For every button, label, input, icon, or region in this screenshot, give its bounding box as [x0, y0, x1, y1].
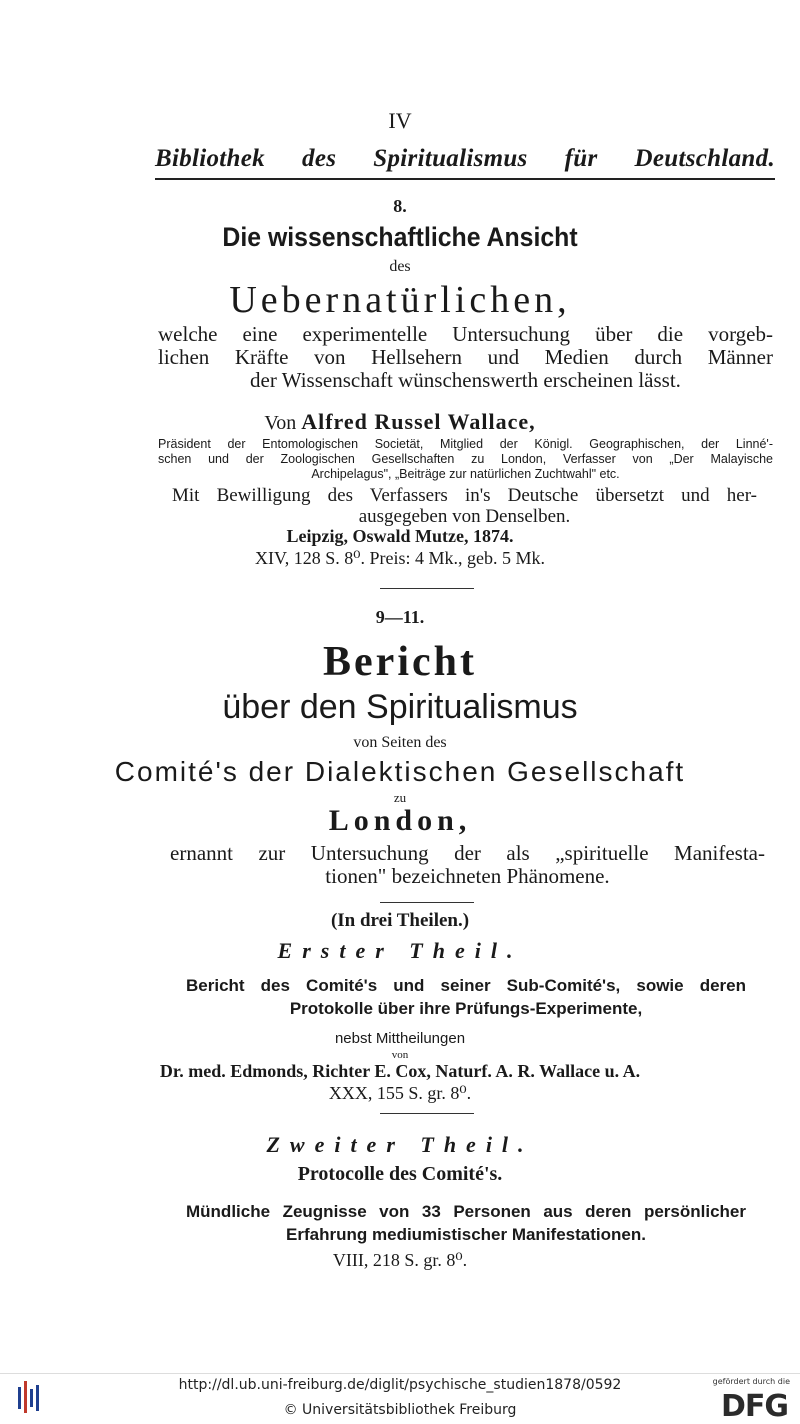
book8-title-line2: Uebernatürlichen, [229, 279, 571, 321]
author-titles-line: schen und der Zoologischen Gesellschaften zu London, Verfasser von „Der Malayische [158, 452, 773, 466]
dfg-logo: DFG [720, 1389, 788, 1424]
part1-heading: Erster Theil. [277, 938, 523, 963]
part2-title: Protocolle des Comité's. [297, 1163, 503, 1185]
book9-von-seiten: von Seiten des [353, 734, 447, 751]
book9-city: London, [328, 804, 472, 837]
part1-nebst: nebst Mittheilungen [334, 1030, 466, 1047]
item-number-9-11: 9—11. [375, 607, 425, 627]
book9-title: Bericht [323, 639, 477, 685]
book9-parts-note: (In drei Theilen.) [330, 910, 470, 931]
book9-committee: Comité's der Dialektischen Gesellschaft [114, 756, 686, 787]
part1-von: von [391, 1049, 409, 1061]
book9-subtitle: über den Spiritualismus [222, 688, 578, 726]
by-prefix: Von [264, 412, 297, 434]
section-divider [380, 1113, 474, 1114]
permalink[interactable]: http://dl.ub.uni-freiburg.de/diglit/psychische_studien1878/0592 [178, 1377, 622, 1393]
translation-note-line: Mit Bewilligung des Verfassers in's Deutsche übersetzt und her- [172, 485, 757, 506]
appointed-line: tionen" bezeichneten Phänomene. [325, 864, 610, 888]
book8-imprint: Leipzig, Oswald Mutze, 1874. [286, 526, 514, 546]
author-titles-line: Präsident der Entomologischen Societät, Mitglied der Königl. Geographischen, der Linné'- [158, 437, 773, 451]
part2-heading: Zweiter Theil. [266, 1132, 534, 1157]
section-divider [380, 902, 474, 903]
book8-des: des [389, 258, 411, 275]
series-title: Bibliothek des Spiritualismus für Deutschland. [155, 145, 775, 172]
book8-author-line [0, 409, 800, 435]
footer-separator [0, 1373, 800, 1374]
book9-zu: zu [393, 790, 407, 805]
part1-description-line: Bericht des Comité's und seiner Sub-Comité's, sowie deren [186, 976, 746, 995]
author-titles-line: Archipelagus", „Beiträge zur natürlichen Zuchtwahl" etc. [311, 467, 620, 481]
part2-description-line: Erfahrung mediumistischer Manifestationen. [286, 1225, 646, 1244]
part1-pages: XXX, 155 S. gr. 8⁰. [328, 1083, 472, 1103]
book8-description [158, 323, 773, 392]
book8-description-line: welche eine experimentelle Untersuchung über die vorgeb- [158, 322, 773, 346]
book9-appointed [170, 842, 765, 888]
part2-description-line: Mündliche Zeugnisse von 33 Personen aus deren persönlicher [186, 1202, 746, 1221]
book8-price: XIV, 128 S. 8⁰. Preis: 4 Mk., geb. 5 Mk. [255, 548, 545, 568]
book8-description-line: der Wissenschaft wünschenswerth erscheinen lässt. [250, 368, 681, 392]
book8-description-line: lichen Kräfte von Hellsehern und Medien durch Männer [158, 345, 773, 369]
series-underline [155, 178, 775, 180]
dfg-funding-note: gefördert durch die [712, 1377, 790, 1386]
part1-contributors: Dr. med. Edmonds, Richter E. Cox, Naturf. A. R. Wallace u. A. [159, 1061, 641, 1081]
part1-description [186, 974, 746, 1020]
page-number: IV [388, 108, 412, 133]
translation-note-line: ausgegeben von Denselben. [358, 506, 571, 527]
item-number-8: 8. [393, 196, 407, 216]
book8-author-titles [158, 437, 773, 482]
part2-pages: VIII, 218 S. gr. 8⁰. [332, 1250, 468, 1270]
book8-translation-note [172, 485, 757, 527]
section-divider [380, 588, 474, 589]
appointed-line: ernannt zur Untersuchung der als „spirituelle Manifesta- [170, 841, 765, 865]
book8-title-line1: Die wissenschaftliche Ansicht [222, 222, 578, 252]
part1-description-line: Protokolle über ihre Prüfungs-Experimente, [289, 999, 643, 1018]
book8-author: Alfred Russel Wallace, [301, 409, 536, 434]
part2-description [186, 1200, 746, 1246]
copyright: © Universitätsbibliothek Freiburg [283, 1402, 517, 1418]
